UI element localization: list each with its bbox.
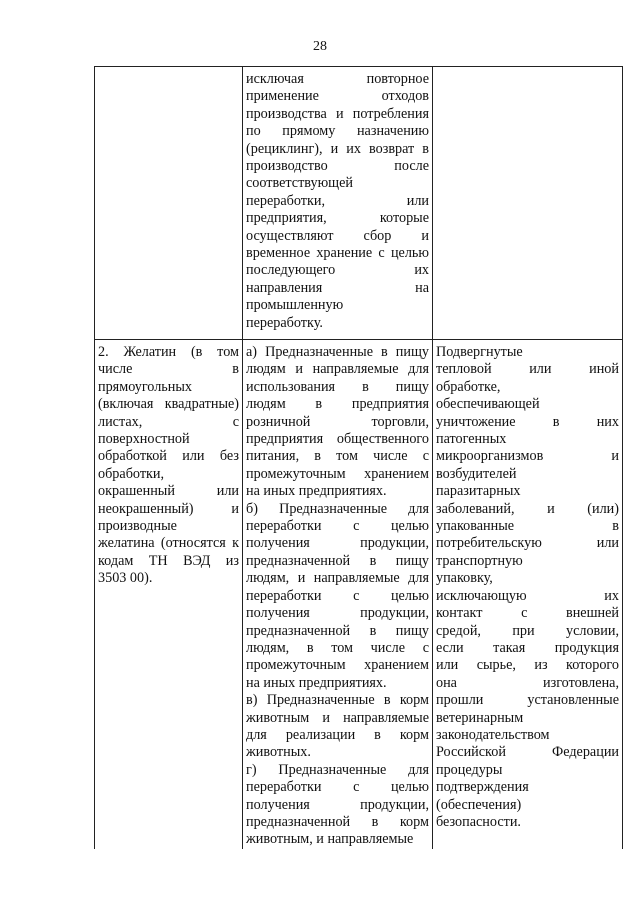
text-line: желатина (относятся к [98,535,239,552]
text-line: поверхностной [98,431,190,448]
cell-product [95,67,243,340]
text-line: средой, при условии, [436,622,619,639]
text-line: (обеспечения) [436,796,522,813]
text-line: предназначенной в пищу [246,552,429,569]
text-line: предназначенной в пищу [246,622,429,639]
text-line: питания, в том числе с [246,448,429,465]
text-line: переработки с целью [246,518,429,535]
text-line: предназначенной в корм [246,813,429,830]
text-line: (включая квадратные) [98,396,239,413]
text-line: 3503 00). [98,570,153,587]
text-line: людям и направляемые для [246,361,429,378]
text-line: розничной торговли, [246,413,429,430]
document-table [94,66,623,849]
text-line: обработки, [98,465,165,482]
text-line: производства и потребления [246,105,429,122]
table-row [95,340,623,849]
text-line: на иных предприятиях. [246,674,387,691]
text-line: 2. Желатин (в том [98,344,239,360]
text-line: людям, в том числе с [246,639,429,656]
text-line: Российской Федерации [436,744,619,761]
text-line: применение отходов [246,88,429,105]
cell-product [95,340,243,849]
text-line: получения продукции, [246,796,429,813]
text-line: промежуточным хранением [246,657,429,674]
text-line: животным, и направляемые [246,831,414,848]
text-line: обработкой или без [98,448,239,465]
text-line: упаковку, [436,570,493,587]
text-line: обработке, [436,378,501,395]
text-line: законодательством [436,726,550,743]
text-line: уничтожение в них [436,413,619,430]
text-line: переработку. [246,314,323,331]
text-line: потребительскую или [436,535,619,552]
text-line: контакт с внешней [436,605,619,622]
text-line: временное хранение с целью [246,245,429,262]
text-line: окрашенный или [98,483,239,500]
text-line: осуществляют сбор и [246,227,429,244]
text-line: производные [98,518,177,535]
cell-purpose [243,340,433,849]
text-line: числе в [98,361,239,378]
text-line: людям, и направляемые для [246,570,429,587]
text-line: она изготовлена, [436,674,619,691]
cell-purpose [243,67,433,340]
text-line: промежуточным хранением [246,465,429,482]
text-line: производство после [246,158,429,175]
text-line: прошли установленные [436,692,619,709]
text-line: безопасности. [436,813,521,830]
text-line: последующего их [246,262,429,279]
cell-paragraph [246,762,429,849]
cell-paragraph [246,501,429,692]
text-line: микроорганизмов и [436,448,619,465]
text-line: транспортную [436,552,523,569]
text-line: животных. [246,744,311,761]
text-line: по прямому назначению [246,123,429,140]
text-line: листах, с [98,413,239,430]
text-line: исключая повторное [246,71,429,87]
text-line: упакованные в [436,518,619,535]
text-line: г) Предназначенные для [246,761,429,778]
text-line: прямоугольных [98,378,192,395]
cell-paragraph [246,692,429,762]
table-row [95,67,623,340]
text-line: подтверждения [436,779,529,796]
text-line: получения продукции, [246,605,429,622]
text-line: патогенных [436,431,507,448]
text-line: на иных предприятиях. [246,483,387,500]
cell-paragraph [246,344,429,501]
text-line: переработки с целью [246,779,429,796]
cell-conditions [433,340,623,849]
text-line: неокрашенный) и [98,500,239,517]
text-line: обеспечивающей [436,396,540,413]
text-line: или сырье, из которого [436,657,619,674]
cell-paragraph [246,71,429,332]
text-line: направления на [246,279,429,296]
text-line: переработки, или [246,192,429,209]
text-line: предприятия, которые [246,210,429,227]
text-line: а) Предназначенные в пищу [246,344,429,360]
text-line: соответствующей [246,175,354,192]
text-line: предприятия общественного [246,431,429,448]
text-line: людям в предприятия [246,396,429,413]
cell-paragraph [98,344,239,588]
text-line: Подвергнутые [436,344,523,360]
cell-conditions [433,67,623,340]
text-line: ветеринарным [436,709,524,726]
text-line: возбудителей [436,465,517,482]
text-line: кодам ТН ВЭД из [98,552,239,569]
text-line: процедуры [436,761,503,778]
text-line: получения продукции, [246,535,429,552]
text-line: животным и направляемые [246,709,429,726]
page-number: 28 [313,39,327,54]
text-line: (рециклинг), и их возврат в [246,140,429,157]
text-line: заболеваний, и (или) [436,500,619,517]
text-line: исключающую их [436,587,619,604]
text-line: паразитарных [436,483,521,500]
text-line: в) Предназначенные в корм [246,692,429,709]
text-line: тепловой или иной [436,361,619,378]
text-line: использования в пищу [246,378,429,395]
cell-paragraph [436,344,619,831]
text-line: переработки с целью [246,587,429,604]
text-line: если такая продукция [436,639,619,656]
text-line: для реализации в корм [246,726,429,743]
text-line: б) Предназначенные для [246,500,429,517]
text-line: промышленную [246,297,344,314]
